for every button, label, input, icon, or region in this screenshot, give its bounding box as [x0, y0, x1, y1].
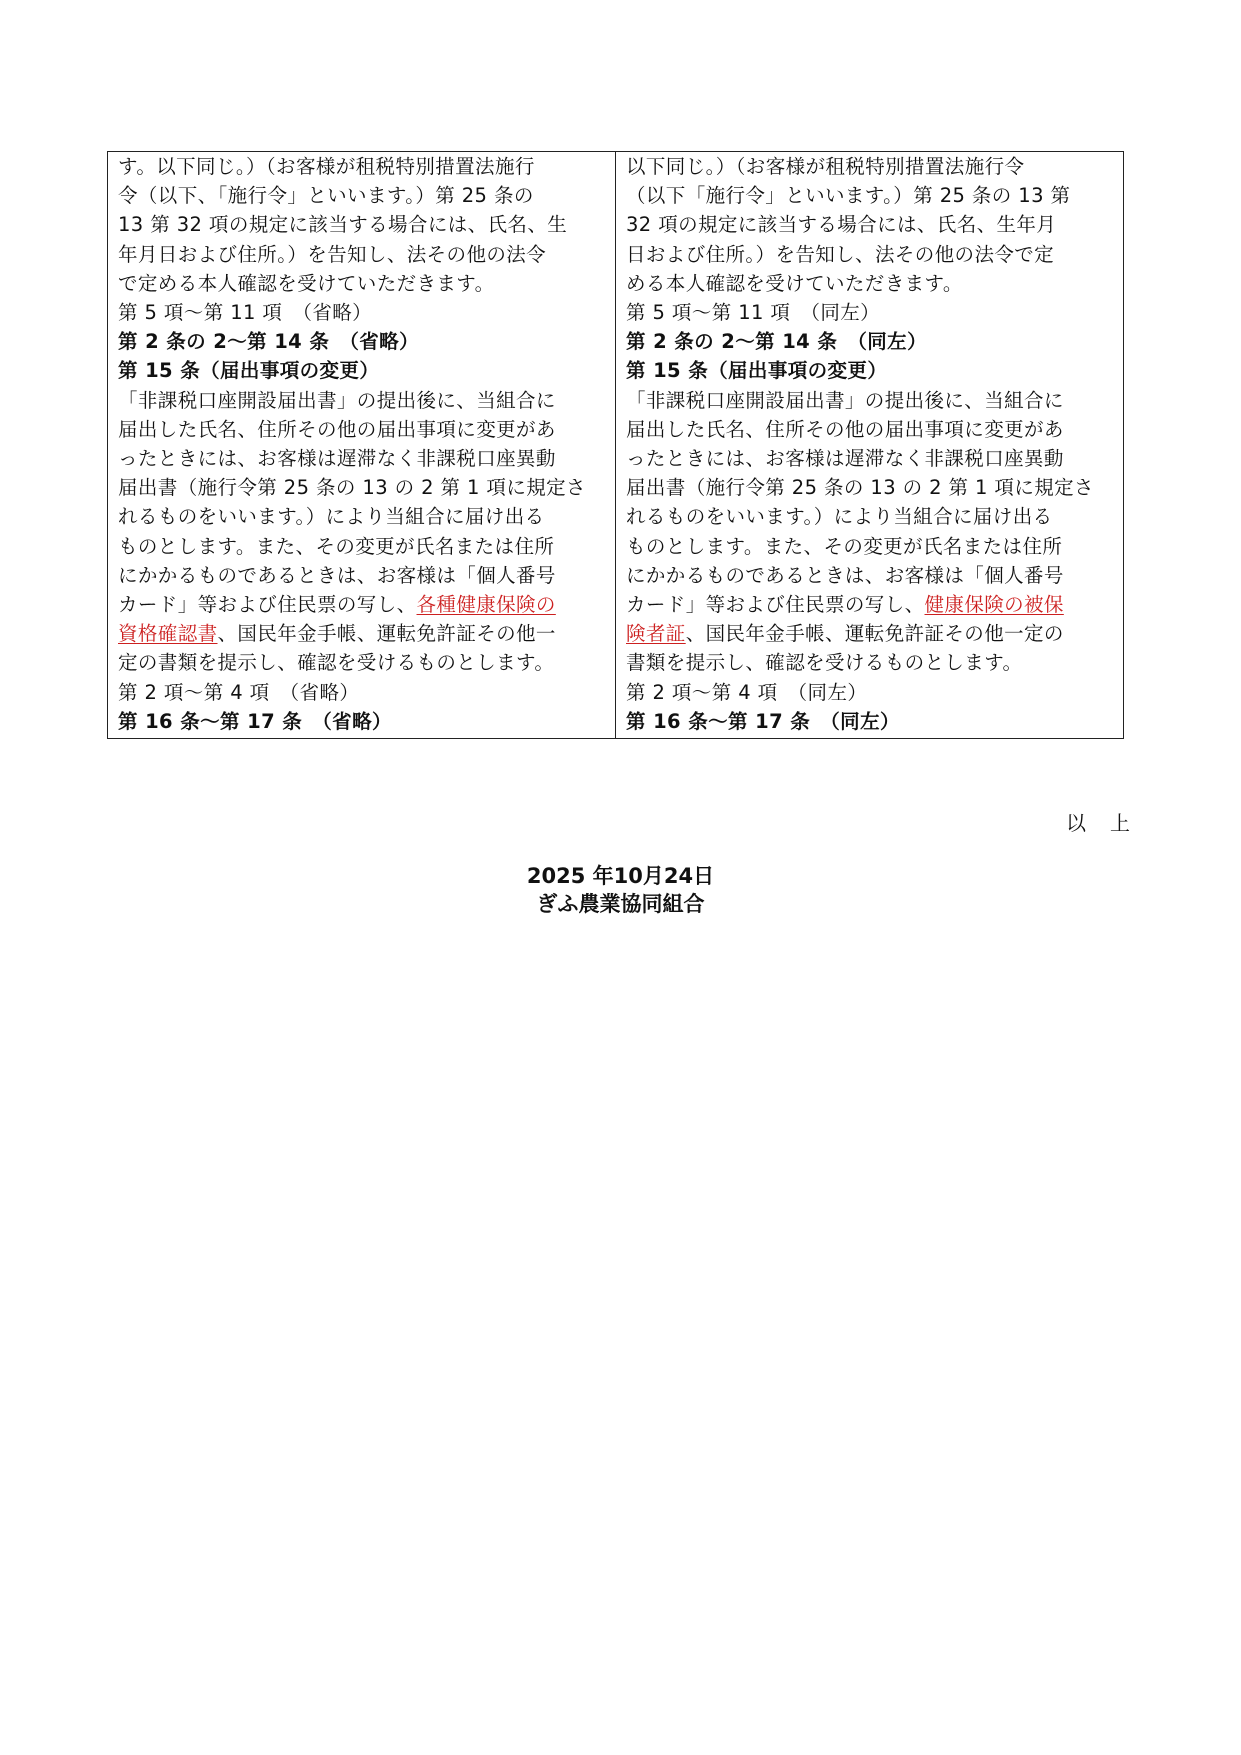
text-line: で定める本人確認を受けていただきます。 — [118, 271, 495, 295]
text-line: ものとします。また、その変更が氏名または住所 — [626, 534, 1063, 558]
revised-text: 健康保険の被保 — [924, 593, 1064, 617]
text-line: 第 16 条～第 17 条 （省略） — [118, 709, 392, 733]
issue-date: 2025 年10月24日 — [526, 864, 715, 888]
text-line: 届出書（施行令第 25 条の 13 の 2 第 1 項に規定さ — [626, 476, 1094, 500]
text-line — [626, 590, 1113, 619]
text-line: 届出した氏名、住所その他の届出事項に変更があ — [626, 417, 1064, 441]
left-column-amended — [108, 152, 616, 739]
text-line: 第 16 条～第 17 条 （同左） — [626, 709, 900, 733]
text-line: める本人確認を受けていただきます。 — [626, 271, 963, 295]
organization-name: ぎふ農業協同組合 — [536, 892, 705, 916]
text-line: 届出した氏名、住所その他の届出事項に変更があ — [118, 417, 556, 441]
text-line: 第 5 項～第 11 項 （省略） — [118, 301, 373, 325]
text-line: 第 2 条の 2～第 14 条 （省略） — [118, 330, 419, 354]
text-line: 第 5 項～第 11 項 （同左） — [626, 301, 881, 325]
right-column-current — [616, 152, 1124, 739]
text-line: 日および住所。）を告知し、法その他の法令で定 — [626, 242, 1055, 266]
text-line — [626, 619, 1113, 648]
text-segment: カード」等および住民票の写し、 — [118, 593, 417, 617]
text-line: 第 2 条の 2～第 14 条 （同左） — [626, 330, 927, 354]
text-line: にかかるものであるときは、お客様は「個人番号 — [626, 563, 1064, 587]
text-line: ったときには、お客様は遅滞なく非課税口座異動 — [626, 447, 1064, 471]
text-segment: 、国民年金手帳、運転免許証その他一定の — [685, 622, 1064, 646]
text-line: 13 第 32 項の規定に該当する場合には、氏名、生 — [118, 213, 568, 237]
text-line: す。以下同じ。）（お客様が租税特別措置法施行 — [118, 155, 535, 178]
text-line: 第 15 条（届出事項の変更） — [118, 359, 380, 383]
text-line: 年月日および住所。）を告知し、法その他の法令 — [118, 242, 547, 266]
closing-mark: 以 上 — [1066, 811, 1132, 835]
text-line: 第 15 条（届出事項の変更） — [626, 359, 888, 383]
text-line: 定の書類を提示し、確認を受けるものとします。 — [118, 651, 555, 675]
revised-text: 資格確認書 — [118, 622, 218, 646]
table-row — [108, 152, 1124, 739]
text-line: ものとします。また、その変更が氏名または住所 — [118, 534, 555, 558]
text-line: 第 2 項～第 4 項 （省略） — [118, 680, 360, 704]
text-line: 届出書（施行令第 25 条の 13 の 2 第 1 項に規定さ — [118, 476, 586, 500]
text-line: 令（以下、「施行令」といいます。）第 25 条の — [118, 184, 534, 208]
revised-text: 険者証 — [626, 622, 686, 646]
text-line: れるものをいいます。）により当組合に届け出る — [118, 505, 545, 529]
text-line: れるものをいいます。）により当組合に届け出る — [626, 505, 1053, 529]
revised-text: 各種健康保険の — [416, 593, 556, 617]
text-line: 以下同じ。）（お客様が租税特別措置法施行令 — [626, 155, 1025, 178]
text-line — [118, 590, 605, 619]
text-line: 32 項の規定に該当する場合には、氏名、生年月 — [626, 213, 1057, 237]
text-segment: カード」等および住民票の写し、 — [626, 593, 925, 617]
text-line: にかかるものであるときは、お客様は「個人番号 — [118, 563, 556, 587]
comparison-table — [107, 151, 1124, 739]
text-line: ったときには、お客様は遅滞なく非課税口座異動 — [118, 447, 556, 471]
text-line: 「非課税口座開設届出書」の提出後に、当組合に — [118, 388, 556, 412]
text-line: 第 2 項～第 4 項 （同左） — [626, 680, 868, 704]
text-segment: 、国民年金手帳、運転免許証その他一 — [217, 622, 556, 646]
text-line: 「非課税口座開設届出書」の提出後に、当組合に — [626, 388, 1064, 412]
text-line: 書類を提示し、確認を受けるものとします。 — [626, 651, 1023, 675]
text-line: （以下「施行令」といいます。）第 25 条の 13 第 — [626, 184, 1071, 208]
text-line — [118, 619, 605, 648]
